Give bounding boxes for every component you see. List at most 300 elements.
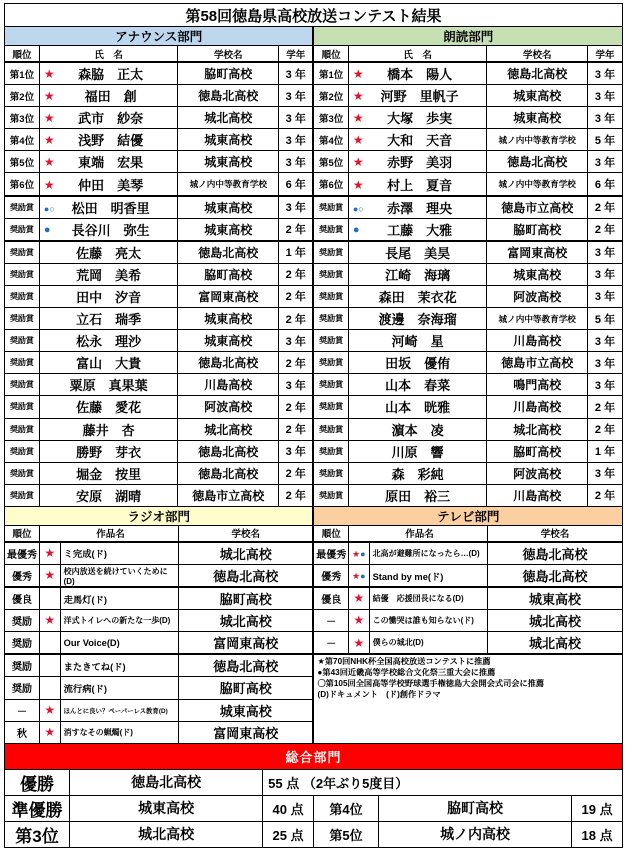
table-row — [5, 62, 623, 85]
reading-name-cell — [348, 285, 487, 307]
announce-rank: 奨励賞 — [5, 285, 40, 307]
reading-name-cell — [348, 308, 487, 330]
star-icon: ★ — [352, 155, 364, 170]
reading-rank: 奨励賞 — [313, 396, 348, 418]
table-row — [5, 440, 623, 462]
overall-body — [5, 769, 623, 847]
reading-year: 3 年 — [588, 330, 623, 352]
radio-rank: 優良 — [5, 587, 40, 610]
table-row — [5, 484, 623, 506]
reading-name: 河野 里帆子 — [380, 89, 459, 105]
radio-rank: 奨励 — [5, 632, 40, 655]
reading-name-cell — [348, 462, 487, 484]
announce-school: 城北高校 — [178, 418, 279, 440]
radio-school: 脇町高校 — [179, 677, 314, 699]
radio-mark — [40, 564, 61, 587]
radio-mark — [40, 721, 61, 743]
reading-school: 川島高校 — [487, 484, 588, 506]
star-icon: ★ — [44, 613, 56, 628]
reading-name-cell — [348, 218, 487, 241]
tv-rank: 最優秀 — [313, 542, 348, 565]
announce-name-cell — [39, 129, 178, 151]
announce-rank: 奨励賞 — [5, 196, 40, 219]
reading-school: 阿波高校 — [487, 285, 588, 307]
table-row — [5, 241, 623, 264]
reading-name-cell — [348, 107, 487, 129]
reading-name-cell — [348, 151, 487, 173]
radio-mark — [40, 610, 61, 632]
star-icon: ★ — [43, 133, 55, 148]
star-dot-icon: ★● — [352, 549, 366, 560]
radio-rank: 秋 — [5, 721, 40, 743]
reading-school: 城東高校 — [487, 263, 588, 285]
overall-row — [5, 795, 623, 821]
reading-year: 3 年 — [588, 374, 623, 396]
radio-work: 洋式トイレへの新たな一歩(D) — [60, 610, 178, 632]
radio-mark — [40, 654, 61, 677]
star-icon: ★ — [44, 546, 56, 561]
announce-rank: 奨励賞 — [5, 218, 40, 241]
announce-name-cell — [39, 440, 178, 462]
overall-points-note: 55 点 （2年ぶり5度目） — [263, 769, 623, 795]
star-icon: ★ — [352, 67, 364, 82]
announce-name: 粟原 真果葉 — [69, 378, 148, 394]
announce-rank: 第4位 — [5, 129, 40, 151]
announce-rank: 奨励賞 — [5, 308, 40, 330]
table-row — [5, 587, 623, 610]
reading-rank: 奨励賞 — [313, 285, 348, 307]
reading-name-cell — [348, 352, 487, 374]
reading-rank: 奨励賞 — [313, 462, 348, 484]
table-row — [5, 564, 623, 587]
announce-name-cell — [39, 285, 178, 307]
radio-school: 脇町高校 — [179, 587, 314, 610]
col-announce-name: 氏 名 — [39, 46, 178, 63]
announce-year: 2 年 — [279, 484, 314, 506]
overall-points: 25 点 — [263, 821, 314, 847]
section-header-radio: ラジオ部門 — [5, 506, 314, 525]
reading-name: 大和 天音 — [387, 133, 453, 149]
announce-name: 浅野 結優 — [78, 133, 144, 149]
reading-year: 2 年 — [588, 218, 623, 241]
radio-work: またきてね(ド) — [60, 654, 178, 677]
reading-name: 森 彩純 — [391, 466, 444, 482]
reading-school: 徳島市立高校 — [487, 352, 588, 374]
announce-year: 2 年 — [279, 462, 314, 484]
section-header-overall: 総合部門 — [5, 743, 623, 769]
announce-name: 長谷川 弥生 — [71, 222, 150, 238]
title-row — [5, 4, 623, 27]
overall-table — [4, 743, 623, 848]
reading-year: 2 年 — [588, 396, 623, 418]
legend-line: 〇第105回全国高等学校野球選手権徳島大会開会式司会に推薦 — [317, 679, 545, 688]
announce-school: 城東高校 — [178, 151, 279, 173]
column-header-row — [5, 46, 623, 63]
star-icon: ★ — [353, 635, 365, 650]
tv-mark — [349, 587, 370, 610]
tv-school: 徳島北高校 — [488, 542, 623, 565]
announce-name-cell — [39, 396, 178, 418]
reading-name: 原田 裕三 — [385, 488, 451, 504]
legend-line: (D)ドキュメント (ド)創作ドラマ — [317, 689, 441, 699]
reading-name: 山本 春菜 — [385, 378, 451, 394]
table-row — [5, 374, 623, 396]
overall-row — [5, 821, 623, 847]
reading-year: 2 年 — [588, 196, 623, 219]
announce-name: 武市 紗奈 — [78, 111, 144, 127]
announce-school: 脇町高校 — [178, 263, 279, 285]
announce-school: 城東高校 — [178, 330, 279, 352]
reading-name-cell — [348, 62, 487, 85]
tv-rank: 優秀 — [313, 564, 348, 587]
announce-year: 6 年 — [279, 173, 314, 196]
announce-school: 脇町高校 — [178, 62, 279, 85]
overall-school: 城東高校 — [70, 795, 263, 821]
reading-name-cell — [348, 484, 487, 506]
bottom-column-header-row — [5, 525, 623, 542]
legend-line: ★第70回NHK杯全国高校放送コンテストに推薦 — [317, 657, 491, 667]
title-table — [4, 3, 623, 27]
radio-rank: － — [5, 699, 40, 721]
tv-work: 北高が避難所になったら…(D) — [369, 542, 487, 565]
announce-year: 2 年 — [279, 263, 314, 285]
announce-name-cell — [39, 462, 178, 484]
overall-points: 40 点 — [263, 795, 314, 821]
reading-rank: 奨励賞 — [313, 308, 348, 330]
reading-rank: 奨励賞 — [313, 241, 348, 264]
table-row — [5, 173, 623, 196]
radio-mark — [40, 677, 61, 699]
radio-rank: 奨励 — [5, 610, 40, 632]
announce-name: 佐藤 愛花 — [76, 400, 142, 416]
announce-rank: 第1位 — [5, 62, 40, 85]
radio-school: 富岡東高校 — [179, 632, 314, 655]
announce-name: 勝野 芽衣 — [76, 444, 142, 460]
announce-name: 森脇 正太 — [78, 67, 144, 83]
announce-rank: 奨励賞 — [5, 352, 40, 374]
announce-school: 徳島北高校 — [178, 440, 279, 462]
announce-reading-table — [4, 26, 623, 507]
announce-school: 富岡東高校 — [178, 285, 279, 307]
star-icon: ★ — [43, 67, 55, 82]
overall-rank: 準優勝 — [5, 795, 70, 821]
announce-name-cell — [39, 62, 178, 85]
col-announce-school: 学校名 — [178, 46, 279, 63]
radio-work: 消すなその蝋燭(ド) — [60, 721, 178, 743]
reading-year: 3 年 — [588, 62, 623, 85]
reading-rank: 奨励賞 — [313, 218, 348, 241]
announce-year: 3 年 — [279, 151, 314, 173]
announce-rank: 奨励賞 — [5, 484, 40, 506]
announce-name-cell — [39, 85, 178, 107]
announce-rank: 奨励賞 — [5, 418, 40, 440]
star-icon: ★ — [43, 89, 55, 104]
announce-name: 福田 創 — [84, 89, 137, 105]
tv-mark — [349, 542, 370, 565]
announce-name-cell — [39, 173, 178, 196]
radio-rank: 奨励 — [5, 677, 40, 699]
reading-school: 阿波高校 — [487, 462, 588, 484]
reading-rank: 第5位 — [313, 151, 348, 173]
reading-name-cell — [348, 440, 487, 462]
col-tv-school: 学校名 — [488, 525, 623, 542]
table-row — [5, 308, 623, 330]
reading-school: 城ノ内中等教育学校 — [487, 173, 588, 196]
reading-year: 3 年 — [588, 107, 623, 129]
announce-rank: 第3位 — [5, 107, 40, 129]
announce-school: 城ノ内中等教育学校 — [178, 173, 279, 196]
reading-year: 3 年 — [588, 151, 623, 173]
overall-points-2: 18 点 — [572, 821, 623, 847]
page-title: 第58回徳島県高校放送コンテスト結果 — [5, 4, 623, 27]
reading-name-cell — [348, 129, 487, 151]
reading-name: 赤野 美羽 — [387, 155, 453, 171]
reading-rank: 奨励賞 — [313, 330, 348, 352]
announce-school: 川島高校 — [178, 374, 279, 396]
table-row — [5, 151, 623, 173]
col-announce-year: 学年 — [279, 46, 314, 63]
overall-school-2: 脇町高校 — [379, 795, 572, 821]
bottom-section-header-row — [5, 506, 623, 525]
announce-school: 徳島北高校 — [178, 462, 279, 484]
table-row — [5, 462, 623, 484]
radio-rank: 優秀 — [5, 564, 40, 587]
col-reading-name: 氏 名 — [348, 46, 487, 63]
legend-notes — [313, 654, 622, 743]
announce-name: 荒岡 美希 — [76, 267, 142, 283]
reading-school: 川島高校 — [487, 396, 588, 418]
reading-rank: 第2位 — [313, 85, 348, 107]
announce-year: 3 年 — [279, 196, 314, 219]
section-header-announce: アナウンス部門 — [5, 27, 314, 46]
announce-name: 東端 宏果 — [78, 155, 144, 171]
announce-name-cell — [39, 218, 178, 241]
announce-name: 安原 湖晴 — [76, 488, 142, 504]
overall-row — [5, 769, 623, 795]
table-row — [5, 129, 623, 151]
col-reading-year: 学年 — [588, 46, 623, 63]
reading-rank: 奨励賞 — [313, 352, 348, 374]
reading-name: 長尾 美昊 — [385, 245, 451, 261]
announce-rank: 奨励賞 — [5, 374, 40, 396]
announce-school: 城東高校 — [178, 196, 279, 219]
reading-school: 脇町高校 — [487, 218, 588, 241]
tv-school: 徳島北高校 — [488, 564, 623, 587]
announce-rank: 第5位 — [5, 151, 40, 173]
col-reading-school: 学校名 — [487, 46, 588, 63]
announce-name: 松田 明香里 — [71, 200, 150, 216]
reading-name-cell — [348, 241, 487, 264]
announce-year: 2 年 — [279, 418, 314, 440]
star-icon: ★ — [44, 724, 56, 739]
announce-school: 徳島北高校 — [178, 85, 279, 107]
reading-year: 3 年 — [588, 85, 623, 107]
star-icon: ★ — [43, 111, 55, 126]
announce-rank: 奨励賞 — [5, 330, 40, 352]
table-row — [5, 330, 623, 352]
reading-year: 3 年 — [588, 352, 623, 374]
announce-school: 城東高校 — [178, 129, 279, 151]
tv-school: 城東高校 — [488, 587, 623, 610]
announce-rank: 奨励賞 — [5, 241, 40, 264]
overall-school-2: 城ノ内高校 — [379, 821, 572, 847]
radio-school: 城北高校 — [179, 542, 314, 565]
reading-name: 濵本 凌 — [391, 422, 444, 438]
announce-name: 松永 理沙 — [76, 334, 142, 350]
reading-year: 5 年 — [588, 308, 623, 330]
tv-rank: － — [313, 632, 348, 655]
dot-filled-icon: ● — [43, 224, 51, 237]
table-row — [5, 610, 623, 632]
announce-name-cell — [39, 263, 178, 285]
reading-school: 川島高校 — [487, 330, 588, 352]
announce-year: 3 年 — [279, 330, 314, 352]
reading-name: 田坂 優侑 — [385, 356, 451, 372]
announce-year: 1 年 — [279, 241, 314, 264]
star-icon: ★ — [44, 702, 56, 717]
reading-school: 城北高校 — [487, 418, 588, 440]
table-row — [5, 85, 623, 107]
radio-work: 校内放送を続けていくために(D) — [60, 564, 178, 587]
reading-year: 3 年 — [588, 263, 623, 285]
announce-name-cell — [39, 330, 178, 352]
announce-year: 3 年 — [279, 107, 314, 129]
section-header-tv: テレビ部門 — [313, 506, 622, 525]
reading-name-cell — [348, 196, 487, 219]
reading-name-cell — [348, 85, 487, 107]
table-row — [5, 632, 623, 655]
reading-school: 城東高校 — [487, 107, 588, 129]
reading-rank: 第6位 — [313, 173, 348, 196]
col-radio-work: 作品名 — [40, 525, 179, 542]
star-icon: ★ — [352, 133, 364, 148]
reading-rank: 第1位 — [313, 62, 348, 85]
radio-mark — [40, 632, 61, 655]
tv-school: 城北高校 — [488, 610, 623, 632]
announce-rank: 奨励賞 — [5, 263, 40, 285]
announce-rank: 奨励賞 — [5, 462, 40, 484]
announce-school: 城東高校 — [178, 218, 279, 241]
announce-name: 堀金 按里 — [76, 466, 142, 482]
reading-school: 徳島市立高校 — [487, 196, 588, 219]
dot-filled-icon: ● — [352, 224, 360, 237]
reading-name: 川原 響 — [391, 444, 444, 460]
reading-name-cell — [348, 374, 487, 396]
reading-school: 富岡東高校 — [487, 241, 588, 264]
tv-mark — [349, 610, 370, 632]
reading-rank: 第4位 — [313, 129, 348, 151]
reading-rank: 奨励賞 — [313, 196, 348, 219]
col-radio-rank: 順位 — [5, 525, 40, 542]
reading-school: 徳島北高校 — [487, 151, 588, 173]
announce-reading-body — [5, 62, 623, 506]
announce-name-cell — [39, 107, 178, 129]
reading-year: 2 年 — [588, 418, 623, 440]
section-header-row — [5, 27, 623, 46]
announce-school: 城北高校 — [178, 107, 279, 129]
radio-mark — [40, 542, 61, 565]
announce-name-cell — [39, 374, 178, 396]
table-row — [5, 352, 623, 374]
announce-year: 2 年 — [279, 352, 314, 374]
reading-year: 3 年 — [588, 462, 623, 484]
reading-name: 河崎 星 — [391, 334, 444, 350]
reading-year: 1 年 — [588, 440, 623, 462]
table-row — [5, 285, 623, 307]
star-icon: ★ — [43, 155, 55, 170]
announce-name-cell — [39, 151, 178, 173]
reading-school: 城ノ内中等教育学校 — [487, 308, 588, 330]
reading-name: 渡邊 奈海瑠 — [378, 312, 457, 328]
announce-name-cell — [39, 241, 178, 264]
tv-school: 城北高校 — [488, 632, 623, 655]
col-tv-work: 作品名 — [349, 525, 488, 542]
tv-rank: 優良 — [313, 587, 348, 610]
announce-name-cell — [39, 352, 178, 374]
radio-mark — [40, 699, 61, 721]
reading-school: 鳴門高校 — [487, 374, 588, 396]
announce-school: 徳島市立高校 — [178, 484, 279, 506]
radio-school: 徳島北高校 — [179, 564, 314, 587]
reading-name: 橋本 陽人 — [387, 67, 453, 83]
col-reading-rank: 順位 — [313, 46, 348, 63]
table-row — [5, 196, 623, 219]
radio-work: ほんとに良い？ペーパーレス教育(D) — [60, 699, 178, 721]
reading-name: 大塚 歩実 — [387, 111, 453, 127]
announce-rank: 奨励賞 — [5, 440, 40, 462]
reading-year: 2 年 — [588, 484, 623, 506]
tv-mark — [349, 564, 370, 587]
radio-work: 流行病(ド) — [60, 677, 178, 699]
legend-line: ●第43回近畿高等学校総合文化祭三重大会に推薦 — [317, 668, 496, 678]
radio-school: 城北高校 — [179, 610, 314, 632]
reading-year: 6 年 — [588, 173, 623, 196]
reading-rank: 奨励賞 — [313, 374, 348, 396]
col-radio-school: 学校名 — [179, 525, 314, 542]
radio-rank: 最優秀 — [5, 542, 40, 565]
tv-mark — [349, 632, 370, 655]
reading-name-cell — [348, 173, 487, 196]
radio-school: 徳島北高校 — [179, 654, 314, 677]
table-row — [5, 542, 623, 565]
table-row — [5, 396, 623, 418]
tv-work: この慟哭は誰も知らない(ド) — [369, 610, 487, 632]
announce-name: 田中 汐音 — [76, 289, 142, 305]
radio-tv-table — [4, 506, 623, 744]
announce-year: 2 年 — [279, 218, 314, 241]
radio-work: ミ完成(ド) — [60, 542, 178, 565]
reading-name-cell — [348, 263, 487, 285]
overall-header-row — [5, 743, 623, 769]
radio-work: 走馬灯(ド) — [60, 587, 178, 610]
col-announce-rank: 順位 — [5, 46, 40, 63]
reading-name: 江崎 海璃 — [385, 267, 451, 283]
announce-school: 城東高校 — [178, 308, 279, 330]
reading-school: 城東高校 — [487, 85, 588, 107]
tv-rank: － — [313, 610, 348, 632]
announce-name: 佐藤 亮太 — [76, 245, 142, 261]
reading-rank: 奨励賞 — [313, 418, 348, 440]
overall-school: 徳島北高校 — [70, 769, 263, 795]
reading-rank: 奨励賞 — [313, 263, 348, 285]
announce-name-cell — [39, 308, 178, 330]
table-row — [5, 418, 623, 440]
announce-year: 3 年 — [279, 62, 314, 85]
overall-rank: 優勝 — [5, 769, 70, 795]
reading-year: 3 年 — [588, 285, 623, 307]
reading-rank: 奨励賞 — [313, 484, 348, 506]
reading-rank: 第3位 — [313, 107, 348, 129]
